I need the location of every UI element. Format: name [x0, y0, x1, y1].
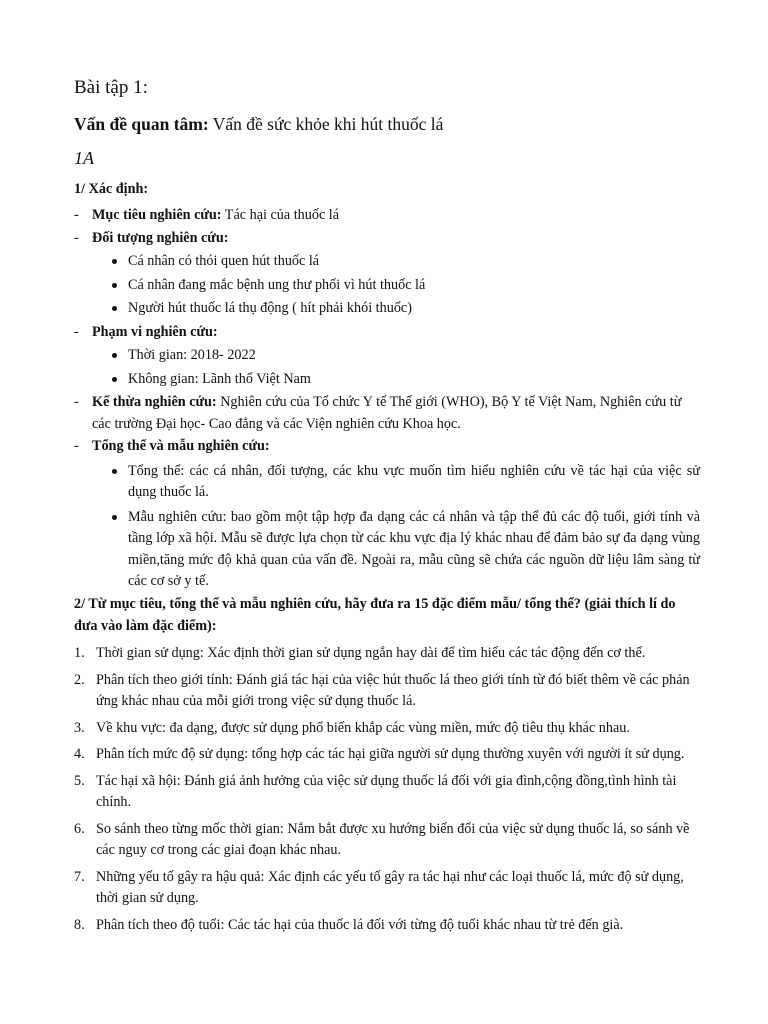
list-item — [74, 744, 700, 766]
dash-marker: - — [74, 229, 79, 246]
dash-marker: - — [74, 207, 79, 223]
dash-marker: - — [74, 394, 79, 410]
section1-list — [74, 205, 700, 596]
item-text: Nghiên cứu của Tổ chức Y tế Thế giới (WHO), Bộ Y tế Việt Nam, Nghiên cứu từ các trường Đại học- Cao đẳng và các Viện nghiên cứu Khoa học. — [92, 394, 682, 432]
item-text: Phân tích mức độ sử dụng: tổng hợp các tác hại giữa người sử dụng thường xuyên với người ít sử dụng. — [96, 746, 685, 762]
section1-item-subjects — [74, 228, 700, 320]
item-number: 7. — [74, 868, 85, 885]
list-item: Cá nhân đang mắc bệnh ung thư phổi vì hút thuốc lá — [110, 275, 700, 297]
bullet-list — [110, 251, 700, 320]
item-head: Mục tiêu nghiên cứu: — [92, 207, 222, 223]
list-item — [74, 643, 700, 665]
item-text: Tác hại của thuốc lá — [221, 207, 340, 223]
topic-text: Vấn đề sức khỏe khi hút thuốc lá — [208, 114, 444, 134]
list-item: Tổng thể: các cá nhân, đối tượng, các khu vực muốn tìm hiểu nghiên cứu về tác hại của việc sử dụng thuốc lá. — [110, 461, 700, 504]
list-item: Người hút thuốc lá thụ động ( hít phải khói thuốc) — [110, 298, 700, 320]
list-item: Cá nhân có thói quen hút thuốc lá — [110, 251, 700, 273]
list-item: Không gian: Lãnh thổ Việt Nam — [110, 369, 700, 391]
item-text: Những yếu tố gây ra hậu quả: Xác định các yếu tố gây ra tác hại như các loại thuốc lá, mức độ sử dụng, thời gian sử dụng. — [96, 868, 684, 906]
list-item — [74, 867, 700, 910]
item-text: Phân tích theo giới tính: Đánh giá tác hại của việc hút thuốc lá theo giới tính từ đó biết thêm về các phản ứng khác nhau của mỗi giới trong việc sử dụng thuốc lá. — [96, 671, 690, 709]
dash-marker: - — [74, 323, 79, 340]
list-item — [74, 718, 700, 740]
item-text: Thời gian sử dụng: Xác định thời gian sử dụng ngắn hay dài để tìm hiểu các tác động đến cơ thể. — [96, 645, 646, 661]
item-head: Phạm vi nghiên cứu: — [92, 323, 218, 340]
bullet-list — [110, 461, 700, 593]
item-number: 4. — [74, 746, 85, 762]
topic-line — [74, 113, 443, 135]
section1-item-objective — [74, 205, 700, 227]
item-number: 8. — [74, 916, 85, 933]
item-head: Tổng thể và mẫu nghiên cứu: — [92, 438, 270, 454]
section1-item-scope — [74, 322, 700, 391]
section1-item-population-sample — [74, 436, 700, 593]
list-item — [74, 915, 700, 937]
section1-heading: 1/ Xác định: — [74, 181, 149, 197]
section2-heading: 2/ Từ mục tiêu, tổng thể và mẫu nghiên cứu, hãy đưa ra 15 đặc điểm mẫu/ tổng thể? (giải thích lí do đưa vào làm đặc điểm): — [74, 596, 676, 634]
section1-item-prior-research — [74, 392, 700, 435]
list-item — [74, 771, 700, 814]
list-item — [74, 819, 700, 862]
exercise-title: Bài tập 1: — [74, 77, 148, 98]
bullet-list — [110, 345, 700, 390]
item-number: 3. — [74, 719, 85, 736]
item-text: Tác hại xã hội: Đánh giá ảnh hưởng của việc sử dụng thuốc lá đối với gia đình,cộng đồng,tình hình tài chính. — [96, 772, 677, 810]
part-label: 1A — [74, 148, 94, 168]
item-text: So sánh theo từng mốc thời gian: Nắm bắt được xu hướng biến đổi của việc sử dụng thuốc lá, so sánh về các nguy cơ trong các giai đoạn khác nhau. — [96, 820, 690, 858]
item-head: Kế thừa nghiên cứu: — [92, 394, 217, 410]
list-item: Thời gian: 2018- 2022 — [110, 345, 700, 367]
list-item: Mẫu nghiên cứu: bao gồm một tập hợp đa dạng các cá nhân và tập thể đủ các độ tuổi, giới tính và tầng lớp xã hội. Mẫu sẽ được lựa chọn từ các khu vực địa lý khác nhau để đảm bảo sự đa dạng vùng miền,tăng mức độ khả quan của vấn đề. Ngoài ra, mẫu cũng sẽ chứa các nguồn dữ liệu lâm sàng từ các cơ sở y tế. — [110, 507, 700, 593]
item-number: 5. — [74, 772, 85, 789]
topic-label: Vấn đề quan tâm: — [74, 114, 209, 134]
item-head: Đối tượng nghiên cứu: — [92, 229, 229, 246]
item-text: Về khu vực: đa dạng, được sử dụng phổ biến khắp các vùng miền, mức độ tiêu thụ khác nhau. — [96, 719, 630, 736]
item-text: Phân tích theo độ tuổi: Các tác hại của thuốc lá đối với từng độ tuổi khác nhau từ trẻ đến già. — [96, 916, 624, 933]
item-number: 2. — [74, 671, 85, 688]
section2-numbered-list — [74, 643, 700, 941]
item-number: 6. — [74, 820, 85, 837]
dash-marker: - — [74, 438, 79, 454]
list-item — [74, 670, 700, 713]
item-number: 1. — [74, 645, 85, 661]
